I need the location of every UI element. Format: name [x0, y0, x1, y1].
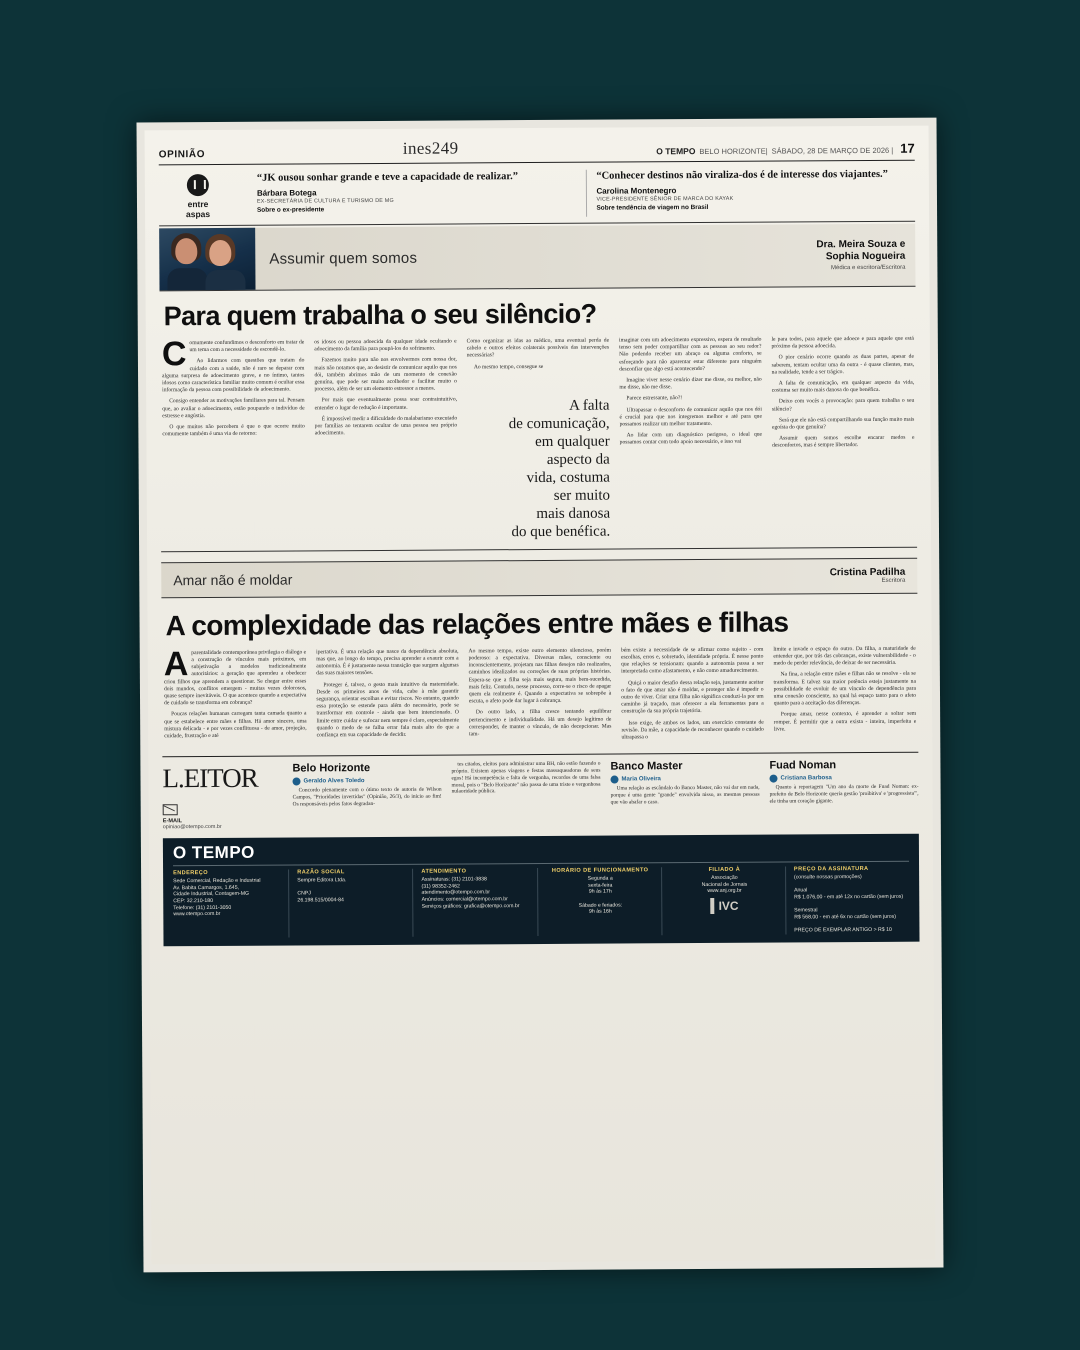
portrait-body-left [167, 268, 207, 290]
leitor-logo: L.EITOR [162, 762, 258, 794]
paragraph: Quanto à reportagem "Um ano da morte de Fuad Noman: ex-prefeito de Belo Horizonte queria gestão 'proibitiva' e 'progressista'", ele tinha um coração gigante. [769, 783, 919, 805]
paragraph: Isso exige, de ambos os lados, um exercício constante de revisão. Da mãe, a capacidade de reconhecer quando o cuidado ultrapassa o [621, 719, 764, 741]
quote-about: Sobre tendência de viagem no Brasil [596, 203, 709, 212]
footer-block-title: ATENDIMENTO [421, 868, 467, 875]
portrait-face-right [209, 240, 231, 266]
letter-author [610, 775, 759, 784]
paragraph: Ao mesmo tempo, existe outro elemento silencioso, porém poderoso: a expectativa. Diversas mães, consciente ou inconscientemente, projetam nas filhas desejos não realizados, caminhos idealizados ou correções de suas próprias histórias. Espera-se que a filha seja mais segura, mais bem-sucedida, mais feliz. Contudo, nesse processo, corre-se o risco de apagar quem ela realmente é. Quando a expectativa se sobrepõe à escuta, o afeto pode dar lugar à cobrança. [468, 647, 612, 705]
user-icon [293, 778, 301, 786]
pullquote-line: ser muito [553, 487, 611, 504]
quote-author: Bárbara Botega [256, 188, 317, 198]
paragraph: Comumente confundimos o desconforto em tratar de um tema com a necessidade de escondê-lo. [161, 335, 305, 374]
ivc-label: IVC [718, 898, 739, 913]
article2-author: Cristina Padilha [829, 567, 906, 579]
paragraph: É impossível medir a dificuldade do malabarismo executado por famílias ao tentarem ocultar de uma pessoa seu próprio adoecimento. [314, 415, 458, 437]
paragraph: Ao mesmo tempo, consegue se [473, 363, 544, 371]
masthead-date: SÁBADO, 28 DE MARÇO DE 2026 | [771, 145, 894, 156]
paragraph: Deixo com vocês a provocação: para quem trabalha o seu silêncio? [771, 398, 915, 413]
masthead-info [656, 141, 915, 158]
letter-column-1 [292, 762, 441, 830]
article2-body [162, 646, 919, 749]
quote-role: VICE-PRESIDENTE SÊNIOR DE MARCA DO KAYAK [596, 195, 734, 203]
article1-column-2 [314, 339, 458, 543]
footer-block-title: FILIADO À [708, 867, 741, 874]
paragraph: Do outro lado, a filha cresce tentando equilibrar pertencimento e individualidade. Há um desejo legítimo de corresponder, de manter o vínculo, de não decepcionar. Mas tam- [468, 709, 612, 738]
footer-block-lines: Assinaturas: (31) 2101-3838 (31) 98352-2462 atendimento@otempo.com.br Anúncios: comercial@otempo.com.br Serviços gráficos: grafica@otempo.com.br [421, 876, 520, 910]
leitor-brand [162, 763, 282, 831]
letter-author [293, 777, 442, 786]
footer-block-atendimento [421, 868, 538, 936]
masthead-brand: O TEMPO [656, 146, 696, 157]
article1-byline [810, 224, 915, 287]
letter-author-name: Maria Oliveira [621, 776, 661, 783]
paragraph: Como organizar as idas ao médico, uma eventual perda de cabelo e outros efeitos colaterais possíveis das intervenções necessárias? [466, 337, 610, 359]
article2-column-4 [621, 646, 764, 745]
article1-headline: Para quem trabalha o seu silêncio? [163, 298, 597, 332]
article1-column-1 [161, 335, 306, 543]
masthead-edition: BELO HORIZONTE| [699, 146, 768, 157]
paragraph: Concordo plenamente com o ótimo texto de autoria de Wilson Campos, "Prioridades invertidas" (Opinião, 26/3), do início ao fim! Os responsáveis pelos fatos degradan- [292, 786, 442, 808]
pullquote-line: mais danosa [536, 505, 611, 522]
paragraph: Ultrapassar o desconforto de comunicar aquilo que nos dói é crucial para que nos integremos melhor e até para que possamos realizar um melhor tratamento. [619, 406, 762, 428]
paragraph: Fazemos muito para não nos envolvermos com nossa dor, mais não notamos que, ao desistir de comunicar aquilo que nos dói, também abrimos mão de um momento de conexão genuína, que pode ser muito acolhedor e facilitar muito o processo, além de ser um elemento estressor a menos. [314, 356, 457, 393]
entre-aspas-block [159, 161, 915, 227]
footer-block-title: RAZÃO SOCIAL [297, 869, 345, 876]
pullquote-line: A falta [568, 397, 610, 414]
ivc-logo [670, 898, 779, 915]
pullquote-line: vida, costuma [526, 469, 610, 486]
quote-item-1 [247, 170, 576, 219]
paragraph: Consigo entender as motivações familiares para tal. Pensam que, ao avaliar o adoecimento, estão poupando o indivíduo de estresse e angústia. [162, 397, 305, 420]
article1-column-5 [771, 336, 915, 540]
footer-block-filiado [670, 867, 787, 935]
article2-column-2 [316, 648, 459, 747]
paragraph: limite e invade o espaço do outro. Da filha, a maturidade de entender que, por trás das cobranças, existe vulnerabilidade - o medo de perder relevância, de deixar de ser necessária. [773, 645, 916, 667]
paragraph: Ao lidarmos com questões que tratam do cuidado com a saúde, não é raro se deparar com alguma surpresa de adoecimento grave, e no íntimo, tantos idosos como característica familiar muito comum é ocultar essa informação da pessoa com possibilidade de adoecimento. [162, 357, 305, 394]
paragraph: O que muitos não percebem é que o que ocorre muito comumente também é uma via de retorno: [162, 423, 305, 438]
article2-headline: A complexidade das relações entre mães e filhas [165, 606, 789, 642]
page-number: 17 [900, 140, 915, 156]
quote-mark-icon [187, 174, 209, 196]
article2-column-5 [773, 646, 916, 745]
pullquote-line: aspecto da [546, 451, 610, 468]
authors-photo [159, 228, 255, 291]
leitor-section [162, 752, 918, 831]
footer-logo: O TEMPO [173, 839, 909, 866]
footer-block-lines: Sempre Editora Ltda. CNPJ 26.198.515/0004-84 [297, 877, 347, 904]
article2-author-role: Escritora [881, 578, 906, 585]
letter-author [769, 774, 918, 783]
entre-aspas-logo-line1: entre [187, 199, 209, 210]
paragraph: bém existe a necessidade de se afirmar como sujeito - com escolhas, erros e, sobretudo, identidade própria. É nesse ponto que relações se tensionam: quando a autonomia passa a ser interpretada como afastamento, e não como amadurecimento. [620, 646, 764, 675]
quote-text: “JK ousou sonhar grande e teve a capacidade de realizar.” [256, 171, 519, 184]
letter-title: Belo Horizonte [292, 762, 371, 775]
article2-column-3 [469, 647, 612, 746]
article1-kicker: Assumir quem somos [269, 249, 418, 268]
section-label: OPINIÃO [158, 149, 206, 161]
paragraph: tes citados, eleitos para administrar uma BH, não estão fazendo o próprio. Existem apenas viagens e festas massaqueadoras de seus egos! Há incompetência e falta de vergonha, recordos de uma falsa moral, pois o "Belo Horizonte" não passa de uma triste e vergonhosa nulaoridade pública. [451, 760, 601, 795]
footer-block-lines: Segunda a sexta-feira 9h às 17h Sábado e feriados: 9h às 16h [578, 875, 623, 915]
paragraph: O pior cenário ocorre quando as duas partes, apesar de saberem, tentam ocultar uma da outra - é quase clientes, mas, na realidade, tende a ser trágico. [771, 354, 915, 376]
user-icon [610, 776, 618, 784]
footer-block-preco [794, 866, 910, 934]
entre-aspas-logo-line2: aspas [185, 209, 211, 220]
article1-header [159, 224, 915, 292]
paragraph: Assumir quem somos escolhe encarar medos e desconfortos, mas é sempre libertador. [772, 434, 915, 450]
letter-author-name: Cristiana Barbosa [780, 775, 832, 782]
paragraph: Aparentalidade contemporânea privilegia o diálogo e a construção de vínculos mais próximos, em subjetivação a modelos tradicionalmente autoritários: a geração que aprendeu a obedecer criou filhos que aprendem a questionar. Se chegar entre esses dois mundos, conflitos emergem - muitas vezes dolorosos, quase sempre inevitáveis. O que acontece quando a expectativa de cuidado se transforma em cobrança? [163, 644, 307, 707]
newspaper-page [136, 118, 943, 1273]
paragraph: Parece estressante, não?! [626, 395, 683, 402]
paragraph: Na fina, a relação entre mães e filhas não se resolve - ela se transforma. E talvez sua maior potência esteja justamente na possibilidade de evoluir de um vínculo de dependência para uma conexão consciente, na qual há espaço tanto para o afeto quanto para a aceitação das diferenças. [773, 671, 917, 707]
letter-column-3 [610, 760, 759, 828]
quote-author: Carolina Montenegro [596, 186, 677, 196]
letter-title: Fuad Noman [769, 759, 837, 772]
article-divider [161, 547, 917, 553]
article2-header [161, 558, 917, 599]
paragraph: Quiçá o maior desafio dessa relação seja, justamente aceitar o fato de que amar não é moldar, e proteger não é impedir o outro de viver. Criar uma filha não significa conduzi-la por um caminho já traçado, mas oferecer a ela ferramentas para a construção da sua própria trajetória. [621, 679, 764, 715]
footer-block-lines: Sede Comercial, Redação e Industrial Av. Babita Camargos, 1.645, Cidade Industrial, Contagem-MG CEP: 32.210-180 Telefone: (31) 2101-3050 www.otempo.com.br [173, 877, 261, 918]
article2-column-1 [163, 644, 307, 748]
letter-column-2 [451, 761, 600, 829]
paragraph: imaginar com um adoecimento expressivo, espera de resultado tenso sem poder compartilhar com as pessoas ao seu redor? Não podendo receber um abraço ou alguma conforto, se esforçando para não aparentar estar diferente para ninguém desconfiar que algo está acontecendo? [619, 336, 762, 373]
footer-block-lines: Associação Nacional de Jornais www.anj.org.br [701, 875, 748, 895]
paragraph: os idosos ou pessoa adoecida da qualquer idade ocultando e adoecimento da família para poupá-los do sofrimento. [314, 338, 457, 353]
article1-author-line1: Dra. Meira Souza e [816, 238, 906, 251]
footer-columns [173, 866, 909, 938]
pullquote-line: em qualquer [535, 433, 610, 450]
article1-pullquote [467, 396, 610, 541]
letter-author-name: Geraldo Alves Toledo [303, 778, 365, 785]
article2-byline [830, 567, 906, 584]
page-content [145, 126, 936, 1265]
footer-block-razao-social [297, 869, 414, 937]
letter-title: Banco Master [610, 760, 683, 773]
quote-about: Sobre o ex-presidente [257, 206, 325, 214]
leitor-email-value[interactable]: opiniao@otempo.com.br [162, 824, 222, 831]
footer-expediente [163, 834, 920, 946]
user-icon [769, 775, 777, 783]
paragraph: Será que ele não está compartilhando sua função muito mais egoísta do que genuína? [771, 416, 915, 431]
portrait-body-right [205, 270, 245, 291]
page-handle: ines249 [402, 138, 459, 158]
paragraph: le para todos, para aquele que adoece e para aquele que está próximo da pessoa adoecida. [771, 335, 914, 350]
paragraph: A falta de comunicação, em qualquer aspecto da vida, costuma ser muito mais danosa do que benéfica. [771, 379, 915, 394]
paragraph: Imagine viver nesse cenário dizer me disse, ou melhor, não me disse, não me disse. [619, 376, 762, 391]
footer-block-title: HORÁRIO DE FUNCIONAMENTO [551, 867, 649, 875]
ivc-bar-icon [711, 898, 715, 914]
pullquote-line: do que benéfica. [511, 523, 611, 540]
footer-block-title: PREÇO DA ASSINATURA [793, 866, 869, 873]
paragraph: Ao lidar com um diagnóstico perigoso, o ideal que possamos contar com todo apoio necessário, e isso vai [619, 431, 763, 446]
entre-aspas-logo [159, 172, 237, 219]
article1-author-line2: Sophia Nogueira [825, 250, 906, 263]
article1-column-3 [467, 338, 611, 542]
paragraph: Poucas relações humanas carregam tanta camada quanto a que se estabelece entre mães e filhas. Há amor sincero, uma mistura delicada - e por vezes conflituosa - de amor, projeção, cuidade, frustração e até [164, 710, 307, 740]
paragraph: Proteger é, talvez, o gesto mais intuitivo da maternidade. Desde os primeiros anos de vida, cabe à mãe garantir segurança, orientar escolhas e evitar riscos. No entanto, quando essa proteção se estende para além do necessário, pode se transformar em controle - ainda que bem intencionado. O limite entre cuidar e sufocar nem sempre é claro, especialmente quando o medo de se falha errar fala mais alto do que a confiança em sua capacidade de decidir. [316, 681, 460, 739]
paragraph: Uma relação as escândalo do Banco Master, não vai dar em nada, porque é uma gente "grande" envolvida nisso, as mesmas pessoas que vão abafar o caso. [610, 784, 760, 806]
article1-author-role: Médica e escritora/Escritora [831, 264, 906, 272]
paragraph: Por mais que eventualmente possa soar contraintuitivo, entender o lugar de redução é importante. [314, 396, 458, 411]
paragraph: ipertativa. É uma relação que nasce da dependência absoluta, mas que, ao longo do tempo, precisa aprender a exaurir com a autonomia. É é justamente nessa transição que surgem algumas das suas maiores tensões. [316, 648, 459, 677]
quote-role: EX-SECRETÁRIA DE CULTURA E TURISMO DE MG [256, 197, 394, 205]
dropcap: A [163, 644, 189, 684]
article2-kicker: Amar não é moldar [173, 571, 293, 589]
footer-block-horario [546, 868, 663, 936]
letter-column-4 [769, 759, 918, 827]
footer-block-endereco [173, 870, 290, 938]
mail-icon [163, 804, 178, 815]
footer-block-lines: (consulte nossas promoções) Anual R$ 1.076,00 - em até 12x no cartão (sem juros) Semestral R$ 568,00 - em até 6x no cartão (sem juros) PREÇO DE EXEMPLAR ANTIGO > R$ 10 [793, 874, 904, 934]
paragraph: Porque amar, nesse contexto, é aprender a soltar sem romper. É permitir que a outra exista - inteira, imperfeita e livre. [773, 711, 917, 733]
leitor-email-label: E-MAIL [162, 818, 183, 825]
quote-text: “Conhecer destinos não viraliza-dos é de interesse dos viajantes.” [596, 168, 888, 182]
article1-column-4 [619, 337, 763, 541]
pullquote-line: de comunicação, [508, 415, 610, 432]
portrait-face-left [175, 238, 197, 264]
dropcap: C [161, 335, 187, 374]
article1-body [160, 336, 917, 543]
quote-item-2 [585, 168, 915, 217]
footer-block-title: ENDEREÇO [173, 870, 209, 877]
